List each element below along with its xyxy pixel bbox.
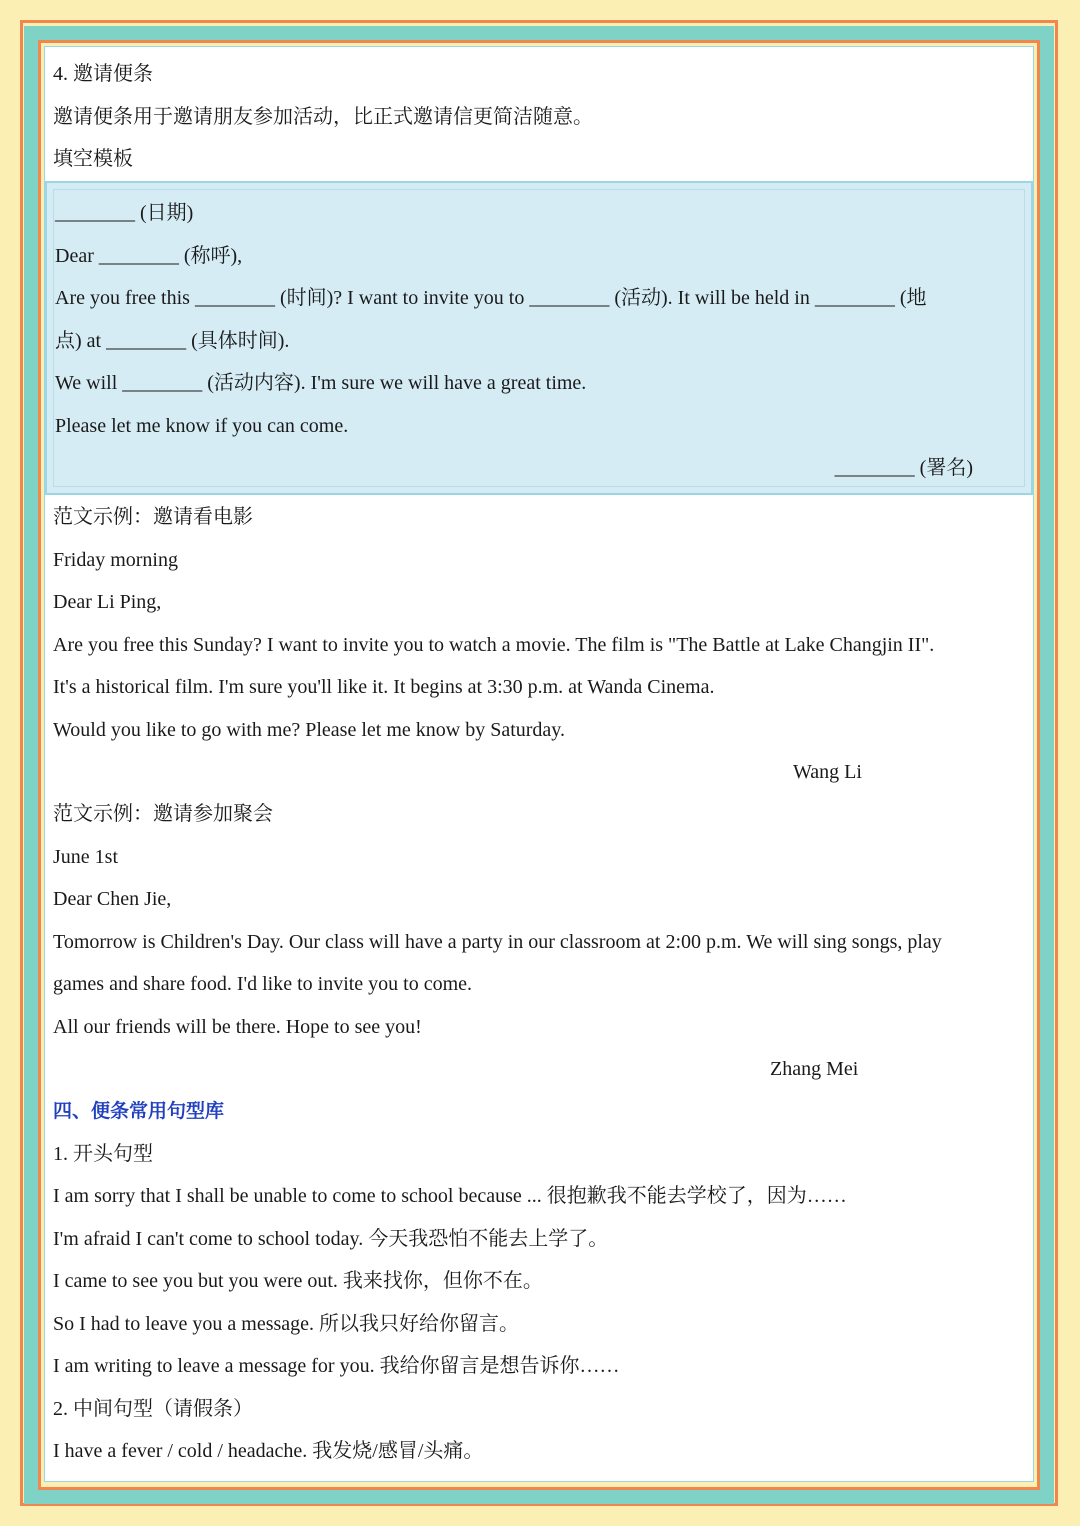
template-body-line-3: We will ________ (活动内容). I'm sure we will have a great time. [55, 372, 587, 394]
template-signature-line: ________ (署名) [834, 457, 973, 479]
middle-patterns-subheading: 2. 中间句型（请假条） [53, 1398, 253, 1420]
example1-date: Friday morning [53, 549, 178, 571]
sentence-3: I came to see you but you were out. 我来找你，但你不在。 [53, 1270, 543, 1292]
example2-label: 范文示例：邀请参加聚会 [53, 803, 273, 825]
template-greeting-line: Dear ________ (称呼), [55, 245, 243, 267]
example1-body-1: Are you free this Sunday? I want to invite you to watch a movie. The film is "The Battle at Lake Changjin II". [53, 634, 935, 656]
template-label: 填空模板 [53, 148, 133, 170]
section-four-heading: 四、便条常用句型库 [53, 1100, 225, 1122]
sentence-2: I'm afraid I can't come to school today. 今天我恐怕不能去上学了。 [53, 1228, 609, 1250]
example2-signature: Zhang Mei [770, 1058, 859, 1080]
section-description: 邀请便条用于邀请朋友参加活动，比正式邀请信更简洁随意。 [53, 106, 593, 128]
sentence-1: I am sorry that I shall be unable to come to school because ... 很抱歉我不能去学校了，因为…… [53, 1185, 847, 1207]
example1-body-3: Would you like to go with me? Please let me know by Saturday. [53, 719, 566, 741]
template-date-line: ________ (日期) [55, 202, 194, 224]
example2-body-1: Tomorrow is Children's Day. Our class will have a party in our classroom at 2:00 p.m. We will sing songs, play [53, 931, 942, 953]
example1-body-2: It's a historical film. I'm sure you'll like it. It begins at 3:30 p.m. at Wanda Cinema. [53, 676, 715, 698]
section-title: 4. 邀请便条 [53, 63, 153, 85]
sentence-6: I have a fever / cold / headache. 我发烧/感冒/头痛。 [53, 1440, 484, 1462]
sentence-4: So I had to leave you a message. 所以我只好给你留言。 [53, 1313, 520, 1335]
template-body-line-2: 点) at ________ (具体时间). [55, 330, 290, 352]
sentence-5: I am writing to leave a message for you. 我给你留言是想告诉你…… [53, 1355, 620, 1377]
example2-greeting: Dear Chen Jie, [53, 888, 172, 910]
example1-greeting: Dear Li Ping, [53, 591, 162, 613]
example2-date: June 1st [53, 846, 118, 868]
opening-patterns-subheading: 1. 开头句型 [53, 1143, 153, 1165]
example2-body-2: games and share food. I'd like to invite you to come. [53, 973, 473, 995]
example1-signature: Wang Li [793, 761, 862, 783]
example1-label: 范文示例：邀请看电影 [53, 506, 253, 528]
template-box [45, 181, 1033, 495]
template-body-line-4: Please let me know if you can come. [55, 415, 349, 437]
document-page [44, 46, 1034, 1482]
example2-body-3: All our friends will be there. Hope to see you! [53, 1016, 422, 1038]
template-body-line-1: Are you free this ________ (时间)? I want to invite you to ________ (活动). It will be held in ________ (地 [55, 287, 927, 309]
